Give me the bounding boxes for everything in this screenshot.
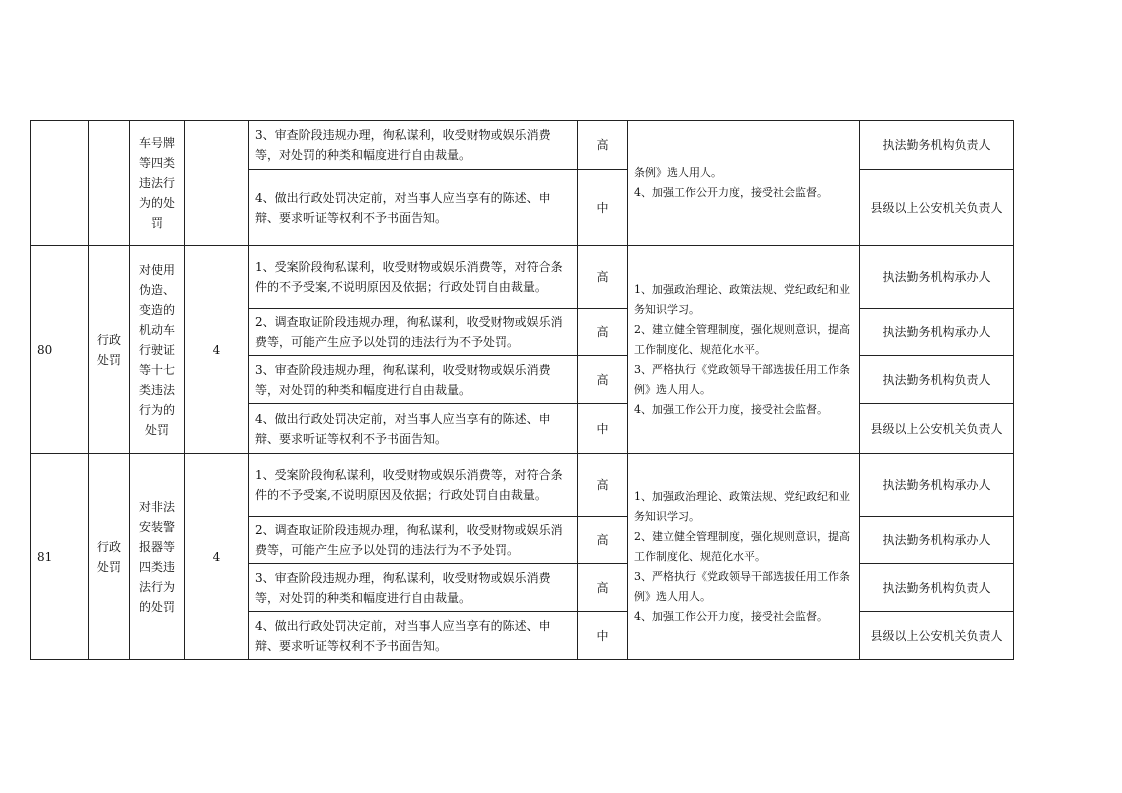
measure-item: 2、建立健全管理制度，强化规则意识，提高工作制度化、规范化水平。 xyxy=(634,529,850,563)
responsible-person: 执法勤务机构负责人 xyxy=(860,121,1014,170)
responsible-person: 县级以上公安机关负责人 xyxy=(860,404,1014,454)
measure-item: 1、加强政治理论、政策法规、党纪政纪和业务知识学习。 xyxy=(634,282,850,316)
risk-point: 1、受案阶段徇私谋利，收受财物或娱乐消费等，对符合条件的不予受案,不说明原因及依据；行政处罚自由裁量。 xyxy=(249,454,578,517)
table-row xyxy=(31,246,1014,309)
measure-item: 2、建立健全管理制度，强化规则意识，提高工作制度化、规范化水平。 xyxy=(634,322,850,356)
responsible-person: 执法勤务机构负责人 xyxy=(860,356,1014,404)
risk-level: 中 xyxy=(578,170,628,246)
responsible-person: 县级以上公安机关负责人 xyxy=(860,612,1014,660)
measure-item: 4、加强工作公开力度，接受社会监督。 xyxy=(634,609,828,623)
item-number: 80 xyxy=(31,246,89,454)
risk-point: 3、审查阶段违规办理，徇私谋利，收受财物或娱乐消费等，对处罚的种类和幅度进行自由裁量。 xyxy=(249,356,578,404)
responsible-person: 执法勤务机构负责人 xyxy=(860,564,1014,612)
item-name: 对使用伪造、变造的机动车行驶证等十七类违法行为的处罚 xyxy=(130,246,185,454)
risk-point: 4、做出行政处罚决定前，对当事人应当享有的陈述、申辩、要求听证等权利不予书面告知。 xyxy=(249,612,578,660)
risk-level: 高 xyxy=(578,121,628,170)
responsible-person: 县级以上公安机关负责人 xyxy=(860,170,1014,246)
measure-item: 4、加强工作公开力度，接受社会监督。 xyxy=(634,186,828,199)
item-type: 行政处罚 xyxy=(89,454,130,660)
item-name: 对非法安装警报器等四类违法行为的处罚 xyxy=(130,454,185,660)
table-row xyxy=(31,454,1014,517)
prevention-measures xyxy=(628,121,860,246)
item-number: 81 xyxy=(31,454,89,660)
responsible-person: 执法勤务机构承办人 xyxy=(860,517,1014,564)
risk-point: 4、做出行政处罚决定前，对当事人应当享有的陈述、申辩、要求听证等权利不予书面告知。 xyxy=(249,404,578,454)
item-type xyxy=(89,121,130,246)
risk-point: 1、受案阶段徇私谋利，收受财物或娱乐消费等，对符合条件的不予受案,不说明原因及依据；行政处罚自由裁量。 xyxy=(249,246,578,309)
responsible-person: 执法勤务机构承办人 xyxy=(860,246,1014,309)
measure-item: 1、加强政治理论、政策法规、党纪政纪和业务知识学习。 xyxy=(634,489,850,523)
risk-level: 高 xyxy=(578,309,628,356)
prevention-measures xyxy=(628,454,860,660)
risk-level: 高 xyxy=(578,246,628,309)
risk-count: 4 xyxy=(185,454,249,660)
risk-level: 高 xyxy=(578,454,628,517)
risk-count xyxy=(185,121,249,246)
responsible-person: 执法勤务机构承办人 xyxy=(860,454,1014,517)
measure-item: 3、严格执行《党政领导干部选拔任用工作条例》选人用人。 xyxy=(634,569,850,603)
risk-table xyxy=(30,120,1014,660)
risk-level: 中 xyxy=(578,612,628,660)
risk-level: 高 xyxy=(578,564,628,612)
risk-count: 4 xyxy=(185,246,249,454)
prevention-measures xyxy=(628,246,860,454)
measure-item: 条例》选人用人。 xyxy=(634,166,722,179)
item-type: 行政处罚 xyxy=(89,246,130,454)
responsible-person: 执法勤务机构承办人 xyxy=(860,309,1014,356)
item-number xyxy=(31,121,89,246)
measure-item: 3、严格执行《党政领导干部选拔任用工作条例》选人用人。 xyxy=(634,362,850,396)
item-name: 车号牌等四类违法行为的处罚 xyxy=(130,121,185,246)
risk-point: 3、审查阶段违规办理，徇私谋利，收受财物或娱乐消费等，对处罚的种类和幅度进行自由裁量。 xyxy=(249,564,578,612)
risk-point: 2、调查取证阶段违规办理，徇私谋利，收受财物或娱乐消费等，可能产生应予以处罚的违法行为不予处罚。 xyxy=(249,517,578,564)
risk-level: 中 xyxy=(578,404,628,454)
risk-level: 高 xyxy=(578,356,628,404)
risk-point: 3、审查阶段违规办理，徇私谋利，收受财物或娱乐消费等，对处罚的种类和幅度进行自由裁量。 xyxy=(249,121,578,170)
risk-level: 高 xyxy=(578,517,628,564)
table-row xyxy=(31,121,1014,170)
risk-point: 4、做出行政处罚决定前，对当事人应当享有的陈述、申辩、要求听证等权利不予书面告知。 xyxy=(249,170,578,246)
risk-point: 2、调查取证阶段违规办理，徇私谋利，收受财物或娱乐消费等，可能产生应予以处罚的违法行为不予处罚。 xyxy=(249,309,578,356)
measure-item: 4、加强工作公开力度，接受社会监督。 xyxy=(634,402,828,416)
